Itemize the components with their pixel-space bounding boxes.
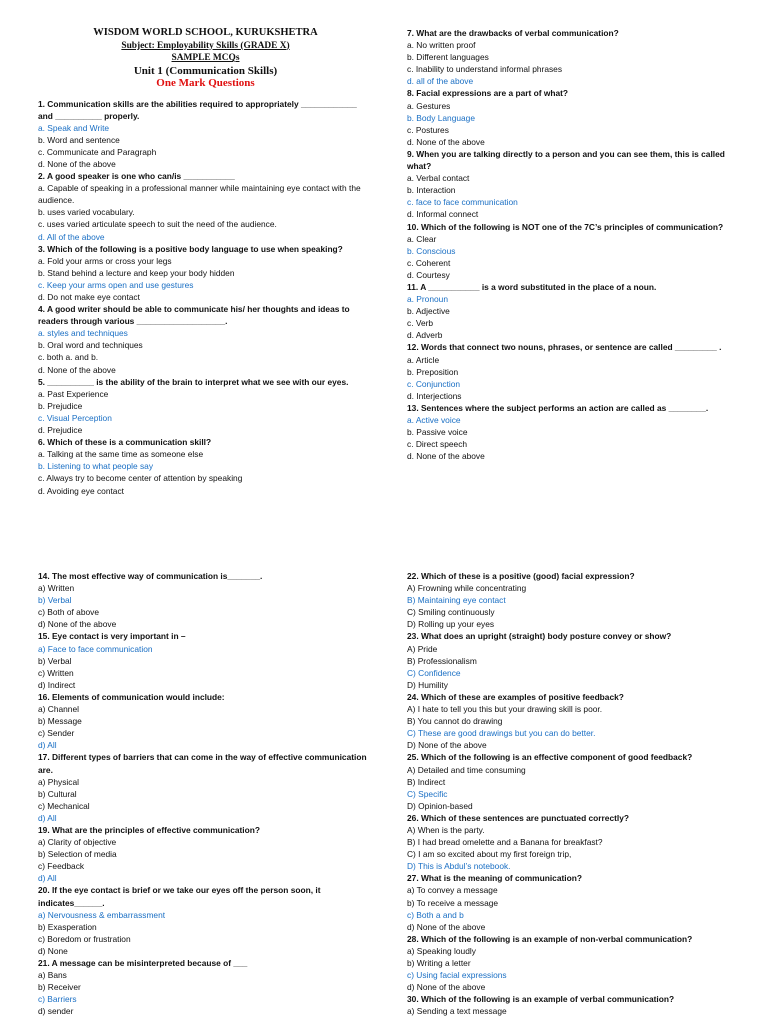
option: d. None of the above <box>407 136 485 147</box>
option: d) None of the above <box>38 619 117 630</box>
question-item <box>407 630 742 690</box>
option: d) None of the above <box>407 921 486 932</box>
question-item <box>407 570 742 630</box>
option: c. Verb <box>407 318 434 329</box>
option: A) When is the party. <box>407 824 485 835</box>
option: c) Feedback <box>38 861 85 872</box>
option: d. Interjections <box>407 390 462 401</box>
option: d) None of the above <box>407 982 486 993</box>
answer-option: D) This is Abdul’s notebook. <box>407 861 511 872</box>
option: c) Sender <box>38 728 75 739</box>
answer-option: c) Both a and b <box>407 909 464 920</box>
question-text: 24. Which of these are examples of positive feedback? <box>407 691 624 702</box>
option: b) To receive a message <box>407 897 499 908</box>
question-item <box>38 884 373 957</box>
question-text: 26. Which of these sentences are punctuated correctly? <box>407 812 630 823</box>
option: B) You cannot do drawing <box>407 716 503 727</box>
question-text: 3. Which of the following is a positive body language to use when speaking? <box>38 243 343 254</box>
question-text: 12. Words that connect two nouns, phrases, or sentence are called _________ . <box>407 342 722 353</box>
option: a) Sending a text message <box>407 1006 507 1017</box>
option: b) Cultural <box>38 788 77 799</box>
option: c) Written <box>38 667 74 678</box>
subject-title: Subject: Employability Skills (GRADE X) <box>121 40 290 51</box>
answer-option: d) All <box>38 740 57 751</box>
option: a) Clarity of objective <box>38 837 117 848</box>
answer-option: d. all of the above <box>407 76 474 87</box>
question-text: 7. What are the drawbacks of verbal communication? <box>407 28 619 38</box>
answer-option: a. Pronoun <box>407 294 448 305</box>
option: a. Verbal contact <box>407 173 470 184</box>
question-item <box>38 691 373 751</box>
option: b) Verbal <box>38 655 72 666</box>
question-text: 13. Sentences where the subject performs an action are called as ________. <box>407 402 709 413</box>
option: a) Physical <box>38 776 79 787</box>
question-text: 21. A message can be misinterpreted because of ___ <box>38 958 248 968</box>
document-header <box>38 27 373 90</box>
option: a) To convey a message <box>407 885 498 896</box>
question-text: 28. Which of the following is an example of non-verbal communication? <box>407 933 693 944</box>
option: D) Humility <box>407 679 448 690</box>
answer-option: c) Using facial expressions <box>407 970 507 981</box>
answer-option: c. Keep your arms open and use gestures <box>38 279 194 290</box>
option: d. None of the above <box>38 158 116 169</box>
option: b. uses varied vocabulary. <box>38 207 135 218</box>
question-text: 6. Which of these is a communication skill? <box>38 437 212 448</box>
option: c. Inability to understand informal phrases <box>407 64 563 75</box>
question-item <box>407 812 742 872</box>
option: b. Passive voice <box>407 427 468 438</box>
question-item <box>38 170 373 243</box>
question-text: 8. Facial expressions are a part of what? <box>407 88 569 99</box>
question-text: 9. When you are talking directly to a person and you can see them, this is called what? <box>407 148 725 172</box>
option: d) sender <box>38 1006 74 1017</box>
answer-option: b) Verbal <box>38 595 72 606</box>
question-item <box>38 630 373 690</box>
option: a) Channel <box>38 704 79 715</box>
question-text: 27. What is the meaning of communication? <box>407 873 582 884</box>
option: b. Adjective <box>407 306 450 317</box>
question-text: 10. Which of the following is NOT one of the 7C’s principles of communication? <box>407 221 724 232</box>
top-right-column <box>407 27 742 462</box>
question-item <box>407 691 742 751</box>
question-text: 16. Elements of communication would include: <box>38 691 225 702</box>
question-item <box>38 376 373 436</box>
option: d. None of the above <box>38 364 116 375</box>
option: D) Rolling up your eyes <box>407 619 495 630</box>
option: a) Bans <box>38 970 67 981</box>
question-item <box>407 751 742 811</box>
option: b. Stand behind a lecture and keep your body hidden <box>38 267 235 278</box>
option: b. Prejudice <box>38 400 83 411</box>
option: b. Different languages <box>407 52 489 63</box>
option: b. Oral word and techniques <box>38 340 143 351</box>
top-left-column <box>38 27 373 497</box>
option: d) None <box>38 945 68 956</box>
option: B) Indirect <box>407 776 446 787</box>
sample-label: SAMPLE MCQs <box>171 53 240 63</box>
question-text: 30. Which of the following is an example of verbal communication? <box>407 994 675 1005</box>
question-item <box>38 303 373 376</box>
option: a. Capable of speaking in a professional manner while maintaining eye contact with the audience. <box>38 183 361 206</box>
option: b) Message <box>38 716 82 727</box>
option: D) Opinion-based <box>407 800 473 811</box>
option: A) Pride <box>407 643 438 654</box>
question-list <box>407 27 742 462</box>
answer-option: d) All <box>38 812 57 823</box>
option: a) Written <box>38 583 75 594</box>
option: c) Mechanical <box>38 800 90 811</box>
answer-option: C) Confidence <box>407 667 461 678</box>
question-item <box>407 872 742 932</box>
option: b. Interaction <box>407 185 456 196</box>
option: c) Boredom or frustration <box>38 933 131 944</box>
unit-title: Unit 1 (Communication Skills) <box>133 64 278 77</box>
answer-option: d. All of the above <box>38 231 105 242</box>
option: c. Postures <box>407 124 449 135</box>
option: d) Indirect <box>38 679 76 690</box>
question-item <box>38 957 373 1017</box>
option: d. Do not make eye contact <box>38 292 140 302</box>
option: C) I am so excited about my first foreign trip, <box>407 849 572 860</box>
question-item <box>38 570 373 630</box>
answer-option: b. Conscious <box>407 245 456 256</box>
question-item <box>407 148 742 221</box>
option: a. Fold your arms or cross your legs <box>38 255 172 266</box>
option: a. Talking at the same time as someone else <box>38 449 204 460</box>
answer-option: B) Maintaining eye contact <box>407 595 506 606</box>
answer-option: a) Nervousness & embarrassment <box>38 909 166 920</box>
option: B) I had bread omelette and a Banana for breakfast? <box>407 837 603 848</box>
question-text: 25. Which of the following is an effective component of good feedback? <box>407 752 693 763</box>
option: A) Detailed and time consuming <box>407 764 526 775</box>
answer-option: d) All <box>38 873 57 884</box>
question-item <box>38 824 373 884</box>
option: b. Word and sentence <box>38 134 120 145</box>
option: b) Writing a letter <box>407 958 471 968</box>
question-item <box>38 751 373 824</box>
option: c. Direct speech <box>407 439 468 450</box>
question-text: 4. A good writer should be able to communicate his/ her thoughts and ideas to readers through various ___________________. <box>38 304 350 327</box>
question-item <box>407 27 742 87</box>
question-item <box>407 341 742 401</box>
question-list <box>38 98 373 497</box>
option: b) Receiver <box>38 982 81 993</box>
answer-option: c) Barriers <box>38 994 77 1005</box>
option: c. uses varied articulate speech to suit the need of the audience. <box>38 219 277 230</box>
answer-option: c. Visual Perception <box>38 412 112 423</box>
question-list <box>407 570 742 1017</box>
option: B) Professionalism <box>407 655 477 666</box>
question-text: 15. Eye contact is very important in – <box>38 631 186 642</box>
question-text: 2. A good speaker is one who can/is ___________ <box>38 171 235 182</box>
question-text: 1. Communication skills are the abilities required to appropriately ____________ and __________ properly. <box>38 98 357 121</box>
option: a. Clear <box>407 233 437 244</box>
question-item <box>407 87 742 147</box>
question-text: 19. What are the principles of effective communication? <box>38 824 260 835</box>
question-text: 11. A ___________ is a word substituted in the place of a noun. <box>407 281 657 292</box>
question-text: 14. The most effective way of communication is_______. <box>38 571 263 581</box>
answer-option: C) These are good drawings but you can do better. <box>407 728 596 739</box>
question-item <box>407 221 742 281</box>
question-text: 22. Which of these is a positive (good) facial expression? <box>407 571 635 581</box>
option: c. Always try to become center of attention by speaking <box>38 473 243 484</box>
option: C) Smiling continuously <box>407 607 495 618</box>
answer-option: a. Active voice <box>407 415 461 425</box>
answer-option: b. Body Language <box>407 112 475 123</box>
question-text: 23. What does an upright (straight) body posture convey or show? <box>407 631 672 642</box>
answer-option: c. face to face communication <box>407 197 518 208</box>
option: A) Frowning while concentrating <box>407 583 527 594</box>
section-title: One Mark Questions <box>156 77 255 89</box>
option: d. Prejudice <box>38 425 83 436</box>
option: b) Selection of media <box>38 849 117 860</box>
option: c. Communicate and Paragraph <box>38 146 157 157</box>
bottom-right-column <box>407 570 742 1017</box>
question-text: 17. Different types of barriers that can come in the way of effective communication are. <box>38 752 367 775</box>
option: a) Speaking loudly <box>407 945 476 956</box>
option: d. Avoiding eye contact <box>38 485 124 496</box>
option: d. Courtesy <box>407 269 450 280</box>
option: d. Adverb <box>407 330 443 341</box>
option: c) Both of above <box>38 607 99 618</box>
answer-option: C) Specific <box>407 788 448 799</box>
question-item <box>38 436 373 496</box>
option: c. both a. and b. <box>38 352 99 363</box>
question-item <box>407 402 742 462</box>
option: a. Past Experience <box>38 388 109 399</box>
option: a. Gestures <box>407 100 451 111</box>
answer-option: a. Speak and Write <box>38 122 110 133</box>
question-item <box>407 993 742 1017</box>
answer-option: a. styles and techniques <box>38 328 128 339</box>
option: A) I hate to tell you this but your drawing skill is poor. <box>407 704 603 715</box>
option: a. No written proof <box>407 40 476 51</box>
question-item <box>38 243 373 303</box>
question-list <box>38 570 373 1017</box>
option: b. Preposition <box>407 366 459 377</box>
answer-option: a) Face to face communication <box>38 643 153 654</box>
question-item <box>407 281 742 341</box>
option: d. None of the above <box>407 451 485 462</box>
option: a. Article <box>407 354 440 365</box>
option: b) Exasperation <box>38 921 97 932</box>
bottom-left-column <box>38 570 373 1017</box>
option: D) None of the above <box>407 740 487 751</box>
answer-option: b. Listening to what people say <box>38 461 154 472</box>
question-text: 20. If the eye contact is brief or we take our eyes off the person soon, it indicates______. <box>38 885 321 908</box>
answer-option: c. Conjunction <box>407 378 461 389</box>
option: c. Coherent <box>407 257 451 268</box>
question-text: 5. __________ is the ability of the brain to interpret what we see with our eyes. <box>38 376 349 387</box>
question-item <box>407 933 742 993</box>
option: d. Informal connect <box>407 209 479 220</box>
school-name: WISDOM WORLD SCHOOL, KURUKSHETRA <box>93 27 318 38</box>
question-item <box>38 98 373 171</box>
